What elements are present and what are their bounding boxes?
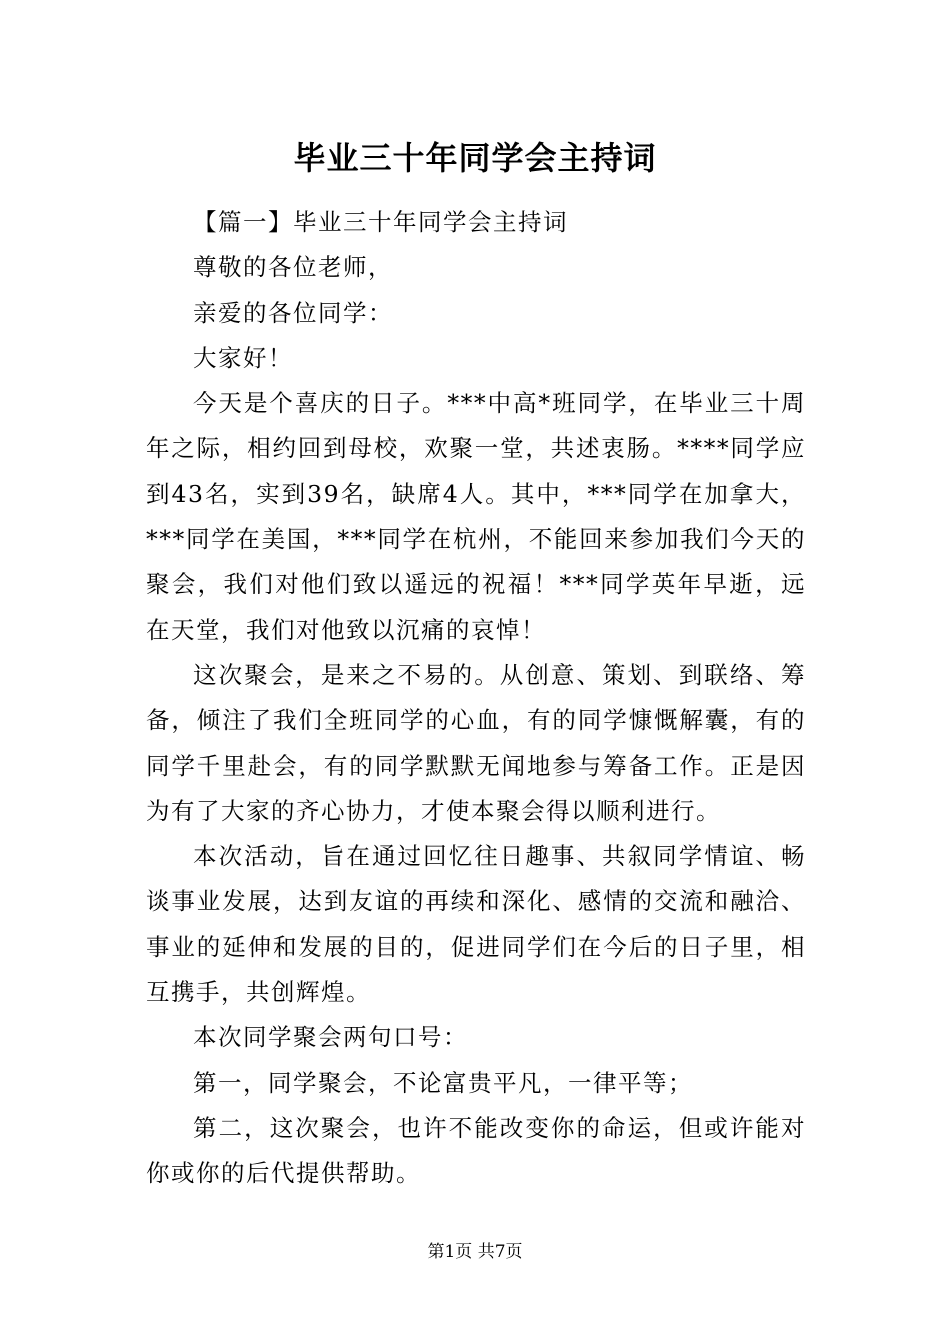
paragraph-section-heading: 【篇一】毕业三十年同学会主持词 <box>193 208 568 236</box>
page-title: 毕业三十年同学会主持词 <box>293 139 657 177</box>
paragraph-greeting-teachers: 尊敬的各位老师， <box>193 253 393 282</box>
paragraph-slogan-one: 第一，同学聚会，不论富贵平凡，一律平等； <box>193 1068 693 1097</box>
paragraph-hello: 大家好！ <box>193 343 293 372</box>
paragraph-greeting-classmates: 亲爱的各位同学： <box>193 298 393 327</box>
document-body <box>146 200 806 1197</box>
paragraph-preparation: 这次聚会，是来之不易的。从创意、策划、到联络、筹备，倾注了我们全班同学的心血，有的同学慷慨解囊，有的同学千里赴会，有的同学默默无闻地参与筹备工作。正是因为有了大家的齐心协力，才使本聚会得以顺利进行。 <box>146 660 806 825</box>
paragraph-slogan-two: 第二，这次聚会，也许不能改变你的命运，但或许能对你或你的后代提供帮助。 <box>146 1113 806 1188</box>
paragraph-opening: 今天是个喜庆的日子。***中高*班同学，在毕业三十周年之际，相约回到母校，欢聚一堂，共述衷肠。****同学应到43名，实到39名，缺席4人。其中，***同学在加拿大，***同学在美国，***同学在杭州，不能回来参加我们今天的聚会，我们对他们致以遥远的祝福！***同学英年早逝，远在天堂，我们对他致以沉痛的哀悼！ <box>146 389 806 644</box>
page-footer: 第1页 共7页 <box>427 1242 523 1262</box>
paragraph-purpose: 本次活动，旨在通过回忆往日趣事、共叙同学情谊、畅谈事业发展，达到友谊的再续和深化、感情的交流和融洽、事业的延伸和发展的目的，促进同学们在今后的日子里，相互携手，共创辉煌。 <box>146 842 806 1007</box>
paragraph-slogans-intro: 本次同学聚会两句口号： <box>193 1023 468 1052</box>
